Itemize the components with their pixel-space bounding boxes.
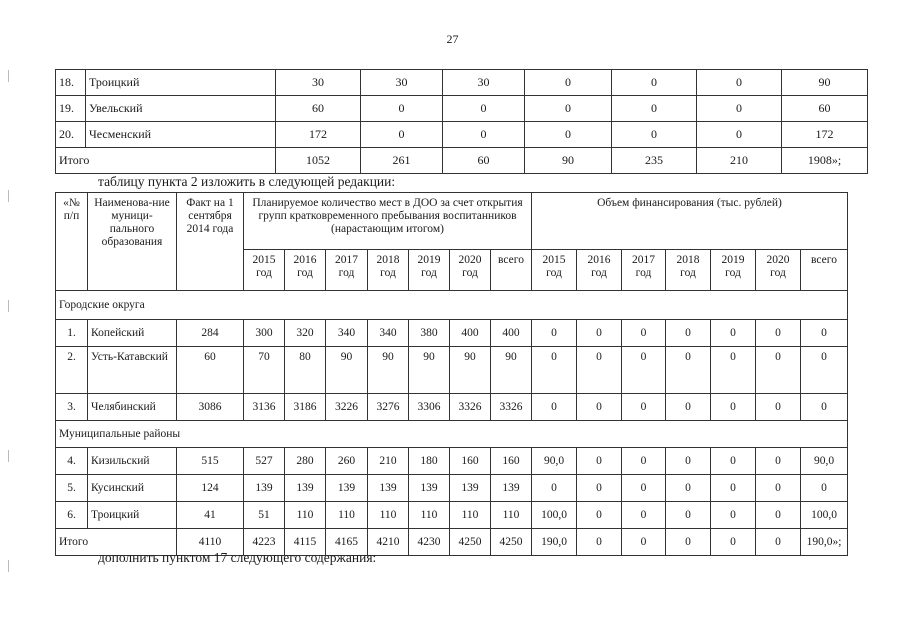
- cell: 90: [782, 70, 868, 96]
- cell: 90: [326, 347, 368, 394]
- year-header: всего: [801, 250, 848, 291]
- margin-mark: [8, 300, 9, 312]
- cell: 90: [409, 347, 450, 394]
- section-row: [56, 421, 848, 448]
- cell: 3326: [491, 394, 532, 421]
- cell: 400: [450, 320, 491, 347]
- row-number: 2.: [56, 347, 88, 394]
- cell: 4223: [244, 529, 285, 556]
- cell: 51: [244, 502, 285, 529]
- cell: 110: [368, 502, 409, 529]
- cell: 261: [361, 148, 443, 174]
- cell: 110: [285, 502, 326, 529]
- cell: 0: [622, 502, 666, 529]
- cell: 0: [666, 320, 711, 347]
- cell: 1908»;: [782, 148, 868, 174]
- year-header: 2015 год: [244, 250, 285, 291]
- section-title: Муниципальные районы: [56, 421, 848, 448]
- cell: 0: [622, 475, 666, 502]
- cell: 180: [409, 448, 450, 475]
- cell: 3276: [368, 394, 409, 421]
- cell: 90: [368, 347, 409, 394]
- table-row: [56, 448, 848, 475]
- cell: 139: [326, 475, 368, 502]
- cell: 190,0»;: [801, 529, 848, 556]
- cell: 3226: [326, 394, 368, 421]
- cell: 0: [361, 96, 443, 122]
- table-row: [56, 394, 848, 421]
- cell: 0: [756, 448, 801, 475]
- cell: 3326: [450, 394, 491, 421]
- cell: 60: [276, 96, 361, 122]
- cell: 30: [443, 70, 525, 96]
- year-header: 2019 год: [409, 250, 450, 291]
- row-number: 18.: [56, 70, 86, 96]
- year-header: 2018 год: [666, 250, 711, 291]
- cell: 70: [244, 347, 285, 394]
- cell: 0: [525, 122, 612, 148]
- cell: 139: [244, 475, 285, 502]
- cell: 90,0: [801, 448, 848, 475]
- cell: 380: [409, 320, 450, 347]
- section-title: Городские округа: [56, 291, 848, 320]
- cell: 0: [577, 394, 622, 421]
- row-number: 4.: [56, 448, 88, 475]
- cell: 3136: [244, 394, 285, 421]
- row-number: 3.: [56, 394, 88, 421]
- cell: 0: [697, 96, 782, 122]
- cell: 0: [666, 448, 711, 475]
- cell: 0: [622, 394, 666, 421]
- cell: 172: [276, 122, 361, 148]
- fact-cell: 41: [177, 502, 244, 529]
- cell: 110: [491, 502, 532, 529]
- cell: 320: [285, 320, 326, 347]
- cell: 3306: [409, 394, 450, 421]
- cell: 0: [711, 448, 756, 475]
- cell: 0: [666, 394, 711, 421]
- municipality-name: Чесменский: [86, 122, 276, 148]
- cell: 0: [532, 475, 577, 502]
- cell: 0: [622, 529, 666, 556]
- table-row: [56, 70, 868, 96]
- cell: 0: [525, 70, 612, 96]
- table-row: [56, 320, 848, 347]
- cell: 139: [285, 475, 326, 502]
- row-number: 5.: [56, 475, 88, 502]
- cell: 90: [450, 347, 491, 394]
- row-number: 1.: [56, 320, 88, 347]
- cell: 172: [782, 122, 868, 148]
- cell: 100,0: [532, 502, 577, 529]
- margin-mark: [8, 190, 9, 202]
- cell: 0: [577, 347, 622, 394]
- header-row: [56, 193, 848, 250]
- cell: 0: [443, 122, 525, 148]
- year-header: 2020 год: [756, 250, 801, 291]
- cell: 0: [577, 502, 622, 529]
- cell: 0: [577, 320, 622, 347]
- cell: 100,0: [801, 502, 848, 529]
- cell: 0: [801, 320, 848, 347]
- fact-cell: 3086: [177, 394, 244, 421]
- cell: 80: [285, 347, 326, 394]
- cell: 0: [612, 70, 697, 96]
- cell: 4210: [368, 529, 409, 556]
- cell: 90: [525, 148, 612, 174]
- municipality-name: Копейский: [88, 320, 177, 347]
- row-number: 19.: [56, 96, 86, 122]
- cell: 139: [450, 475, 491, 502]
- cell: 0: [697, 122, 782, 148]
- cell: 340: [326, 320, 368, 347]
- cell: 0: [711, 475, 756, 502]
- fact-cell: 60: [177, 347, 244, 394]
- cell: 0: [532, 320, 577, 347]
- cell: 90: [491, 347, 532, 394]
- table-row: [56, 502, 848, 529]
- cell: 0: [577, 448, 622, 475]
- municipality-name: Кизильский: [88, 448, 177, 475]
- cell: 139: [409, 475, 450, 502]
- cell: 0: [756, 320, 801, 347]
- cell: 60: [443, 148, 525, 174]
- cell: 280: [285, 448, 326, 475]
- margin-mark: [8, 450, 9, 462]
- total-label: Итого: [56, 148, 276, 174]
- cell: 160: [491, 448, 532, 475]
- cell: 1052: [276, 148, 361, 174]
- margin-mark: [8, 560, 9, 572]
- continuation-table: [55, 69, 868, 174]
- table-row: [56, 96, 868, 122]
- cell: 30: [276, 70, 361, 96]
- cell: 0: [577, 475, 622, 502]
- cell: 0: [525, 96, 612, 122]
- table-row: [56, 122, 868, 148]
- cell: 0: [756, 502, 801, 529]
- year-header: 2016 год: [285, 250, 326, 291]
- cell: 0: [756, 394, 801, 421]
- cell: 139: [368, 475, 409, 502]
- cell: 0: [361, 122, 443, 148]
- cell: 0: [666, 502, 711, 529]
- cell: 400: [491, 320, 532, 347]
- cell: 0: [801, 347, 848, 394]
- page-number: 27: [446, 32, 459, 46]
- cell: 527: [244, 448, 285, 475]
- year-header: 2018 год: [368, 250, 409, 291]
- cell: 4230: [409, 529, 450, 556]
- header-fact: Факт на 1 сентября 2014 года: [177, 193, 244, 291]
- cell: 0: [622, 347, 666, 394]
- cell: 4250: [491, 529, 532, 556]
- municipality-name: Усть-Катавский: [88, 347, 177, 394]
- fact-cell: 284: [177, 320, 244, 347]
- total-row: [56, 148, 868, 174]
- table-row: [56, 475, 848, 502]
- cell: 0: [532, 347, 577, 394]
- header-name: Наименова-ние муници-пального образования: [88, 193, 177, 291]
- total-label: Итого: [56, 529, 177, 556]
- header-places: Планируемое количество мест в ДОО за счет открытия групп кратковременного пребывания воспитанников (нарастающим итогом): [244, 193, 532, 250]
- cell: 0: [622, 448, 666, 475]
- cell: 0: [622, 320, 666, 347]
- cell: 0: [666, 475, 711, 502]
- cell: 110: [450, 502, 491, 529]
- cell: 30: [361, 70, 443, 96]
- fact-cell: 124: [177, 475, 244, 502]
- cell: 0: [711, 347, 756, 394]
- year-header: 2019 год: [711, 250, 756, 291]
- cell: 0: [801, 394, 848, 421]
- municipality-name: Кусинский: [88, 475, 177, 502]
- cell: 3186: [285, 394, 326, 421]
- year-header: 2020 год: [450, 250, 491, 291]
- cell: 4165: [326, 529, 368, 556]
- cell: 0: [756, 347, 801, 394]
- cell: 90,0: [532, 448, 577, 475]
- year-header: 2017 год: [622, 250, 666, 291]
- places-financing-table: [55, 192, 848, 556]
- municipality-name: Троицкий: [86, 70, 276, 96]
- municipality-name: Троицкий: [88, 502, 177, 529]
- year-header: всего: [491, 250, 532, 291]
- cell: 110: [409, 502, 450, 529]
- margin-mark: [8, 70, 9, 82]
- cell: 0: [577, 529, 622, 556]
- cell: 0: [612, 122, 697, 148]
- cell: 0: [756, 475, 801, 502]
- header-num: «№ п/п: [56, 193, 88, 291]
- year-header: 2015 год: [532, 250, 577, 291]
- cell: 60: [782, 96, 868, 122]
- year-header: 2016 год: [577, 250, 622, 291]
- cell: 0: [711, 320, 756, 347]
- cell: 0: [756, 529, 801, 556]
- cell: 0: [711, 502, 756, 529]
- municipality-name: Увельский: [86, 96, 276, 122]
- cell: 0: [532, 394, 577, 421]
- cell: 0: [711, 529, 756, 556]
- cell: 300: [244, 320, 285, 347]
- instruction-paragraph: дополнить пунктом 17 следующего содержания:: [98, 550, 377, 565]
- row-number: 20.: [56, 122, 86, 148]
- fact-cell: 4110: [177, 529, 244, 556]
- cell: 0: [801, 475, 848, 502]
- cell: 0: [612, 96, 697, 122]
- section-row: [56, 291, 848, 320]
- year-header: 2017 год: [326, 250, 368, 291]
- cell: 260: [326, 448, 368, 475]
- cell: 160: [450, 448, 491, 475]
- cell: 0: [666, 529, 711, 556]
- table-row: [56, 347, 848, 394]
- cell: 4250: [450, 529, 491, 556]
- cell: 340: [368, 320, 409, 347]
- fact-cell: 515: [177, 448, 244, 475]
- cell: 235: [612, 148, 697, 174]
- cell: 0: [697, 70, 782, 96]
- cell: 210: [368, 448, 409, 475]
- cell: 0: [443, 96, 525, 122]
- cell: 190,0: [532, 529, 577, 556]
- instruction-paragraph: таблицу пункта 2 изложить в следующей редакции:: [98, 174, 396, 189]
- row-number: 6.: [56, 502, 88, 529]
- cell: 139: [491, 475, 532, 502]
- cell: 110: [326, 502, 368, 529]
- cell: 4115: [285, 529, 326, 556]
- header-finance: Объем финансирования (тыс. рублей): [532, 193, 848, 250]
- cell: 210: [697, 148, 782, 174]
- municipality-name: Челябинский: [88, 394, 177, 421]
- cell: 0: [711, 394, 756, 421]
- cell: 0: [666, 347, 711, 394]
